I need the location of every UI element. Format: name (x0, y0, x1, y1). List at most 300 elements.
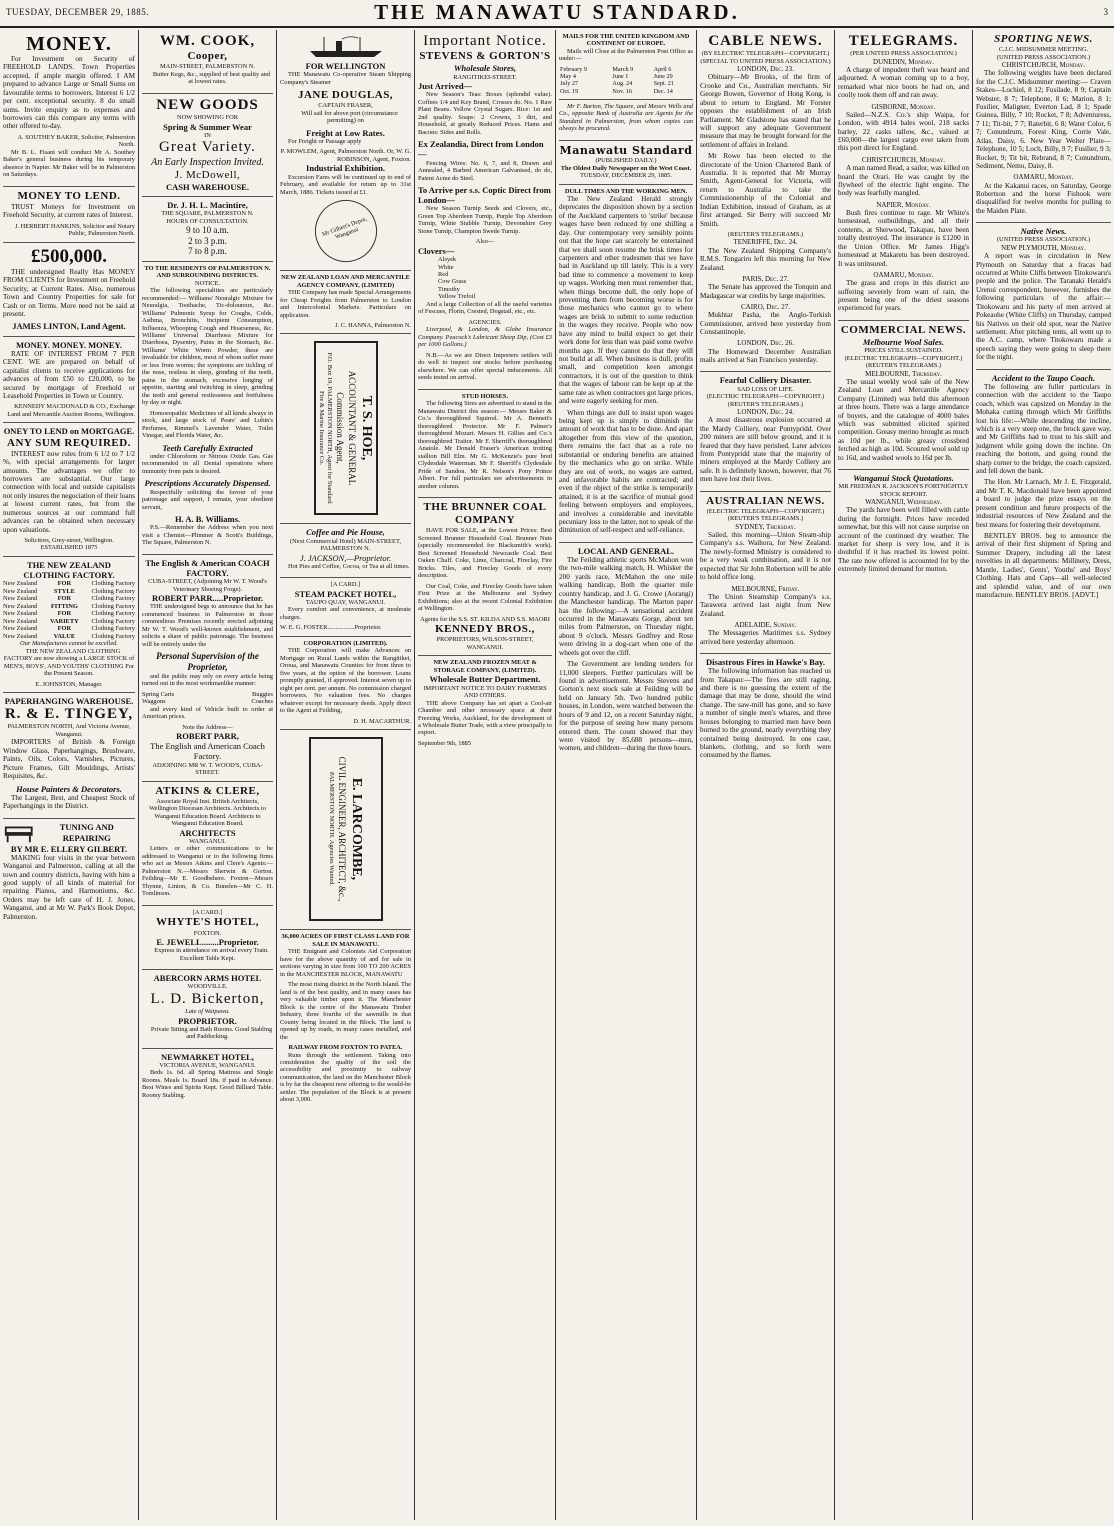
sum-text: INTEREST now rules from 6 1/2 to 7 1/2 %, with special arrangements for larger amounts. The advantages we offer to borrowers are substantial. Our large connection with local and outside capitalists not only insures the negociation of their loans at lowest current rates, but from the numerous sources at our command full advances can be obtained when necessary upon valuations. (3, 449, 135, 534)
hours-item: 9 to 10 a.m. (186, 225, 229, 236)
column-4 (415, 30, 555, 1520)
whyte-location: FOXTON. (193, 929, 222, 937)
larcombe-ad (280, 730, 411, 930)
bickerton-sub: Late of Waipawa. (185, 1008, 230, 1016)
williams-signature: H. A. B. Williams. (174, 514, 241, 525)
issue-date: TUESDAY, DECEMBER 29, 1885. (580, 172, 672, 180)
hoe-name: T. S. HOE, (358, 396, 374, 461)
paper-note: Mr F. Barton, The Square, and Messrs Wells and Co., opposite Bank of Australia are Agents for the Standard in Palmerston, from whom copies can always be procured. (559, 102, 693, 133)
dateline: WANGANUI, Wednesday. (865, 498, 942, 507)
tenerife-text: The New Zealand Shipping Company's R.M.S. Tongariro left this morning for New Zealand. (700, 246, 831, 272)
stud-heading: STUD HORSES. (461, 392, 509, 400)
dateline: GISBORNE, Monday. (871, 102, 936, 111)
freight-heading: Freight at Low Rates. (306, 127, 385, 138)
sport-text: The following weights have been declared for the C.J.C. Midsummer meeting:— Craven Stakes—Lochiel, 8 12; Fusilade, 8 9; Captain Webster, 8 7; Telephone, 8 6; Marion, 8 1; Fusilier, Maligner, Everton Lad, 8 1; Spade Guinea, Billy, 7 10; Rocket, 7 8; Adventuress, 7 11; Tit-bit, 7 7; Raterbit, 6 8; Water Color, 6 7; Conundrum, Forest King, Corrie Vale, Atlas, Daisy, 6. New Year Welter Plate—Telephone, 10 5; Loch, Billy, 9 7; Fusilier, 9 3; Rocket, 9; Tit bit, Rebrand, 8 7; Conundrum, Sediment, Nemo, Daisy, 8. (976, 69, 1111, 170)
hours-item: 7 to 8 p.m. (188, 246, 227, 257)
house-text: The Largest, Best, and Cheapest Stock of Paperhangings in the District. (3, 793, 135, 811)
hoe-card-inner (316, 348, 374, 508)
taupo-text: The following are fuller particulars in connection with the accident to the Taupo coach, which was capsized on Monday in the Mohaka cutting through which Mr Griffiths lost his life:—While descending the incline, which is a very steep one, the brock gave way, and Mr Griffiths had to trust to his skill and judgment while going down the incline. On reaching the bottom, and going round the sharp corner to the bridge, the coach capsized, and fell down the bank. (976, 382, 1111, 476)
coptic-heading: To Arrive per s.s. Coptic Direct from London— (418, 185, 551, 206)
tingey-ad (3, 693, 135, 819)
hours-item: 2 to 3 p.m. (188, 235, 227, 246)
newmarket-location: VICTORIA AVENUE, WANGANUI. (159, 1061, 256, 1069)
ps-text: P.S.—Remember the Address when you next visit a Chemist—Plimmer & Scott's Buildings, The Square, Palmerston N. (142, 524, 273, 547)
acres-text: THE Emigrant and Colonists Aid Corporation have for the above quantity of and for sale in sections varying in size from 100 TO 200 ACRES in the MANCHESTER BLOCK, MANAWATU (280, 948, 411, 978)
railway-heading: RAILWAY FROM FOXTON TO PATEA. (288, 1044, 403, 1052)
list-item: Clothing Factory (91, 587, 135, 595)
table-cell: Aug. 24 (612, 80, 633, 88)
reuters-credit: (REUTER'S TELEGRAMS.) (727, 231, 804, 238)
tuning-row (3, 822, 135, 844)
goods-invite: An Early Inspection Invited. (151, 156, 264, 168)
brunner-text: HAVE FOR SALE, at the Lowest Prices: Best Screened Brunner Household Coal. Brunner Nuts (specially recommended for Blacksmith's work). Best Screened Household Newcastle Coal. Best Oaken Chaff. Coke, Lime, Charcoal, Fireclay, Fire Bricks. Tiles, and Fireclay Goods of every description. (418, 527, 552, 580)
acres-text3: Runs through the settlement. Taking into consideration the quality of the soil the accessibility and proximity to railway communication, the land on the Manchester Block is by far the cheapest now offering to the would-be settler. The population of the Block is at present about 3,000. (280, 1051, 411, 1104)
dateline: SYDNEY, Thursday. (735, 522, 796, 531)
cook-text: Butter Kegs, &c., supplied of best quality and at lowest rates. (152, 70, 271, 86)
native-text: A report was in circulation in New Plymouth on Saturday that a fracas had occurred at White Cliffs between Titokowaru's people and the police. The Taranaki Herald's Urenui correspondent, however, furnishes the following particulars of the affair:—Titokowaru and his party of men arrived at Pokeaohe (White Cliffs) on Thursday, camped his Natives on their old spot, near the Native settlement. After pitching tents, all went up to the A.C. camp, where Titokowaru made a speech saying they were going to sleep there for the night. (976, 252, 1111, 362)
table-cell: Sept. 21 (653, 80, 674, 88)
dull-text2: When things are dull to insist upon wages being kept up is simply to diminish the amount of work that has to be done. And apart altogether from this view of the question, there remains the fact that as a rule no substantial or enduring benefits are attained by the mechanics who go on strike. While they are out of work, no wages are earned, and unfavorable habits are contracted; and even if the object of the strike is temporarily attained, it is at the sacrifice of mutual good feeling between employers and employees, and involves a considerable and inevitable pecuniary loss to the latter, not to speak of the diminution of self-respect and self-reliance. (559, 408, 693, 535)
dateline: NAPIER, Monday. (876, 200, 931, 209)
cook-subheading: Cooper, (187, 50, 228, 63)
gilbert-text: MAKING four visits in the year between Wanganui and Palmerston, calling at all the town and country districts, having with him a good supply of all kinds of material for repairing Pianos, and Harmoniums, &c. Orders may be left care of H. J. Jones, Wanganui, and at Mr W. Park's Book Depot, Palmerston. (3, 853, 135, 921)
clovers-list (418, 256, 552, 301)
loan-signature: J. C. HANNA, Palmerston N. (335, 321, 411, 329)
gilbert-ad (3, 819, 135, 929)
whyte-text: Express in attendance on arrival every Train. Excellent Table Kept. (154, 947, 269, 962)
bickerton-text: Private Sitting and Bath Rooms. Good Stabling and Paddocking. (150, 1025, 273, 1041)
mail-notice (559, 30, 693, 100)
parr-italic: Personal Supervision of the Proprietor, (156, 651, 259, 672)
dateline: LONDON, Dec. 26. (737, 339, 794, 348)
abercorn-heading: ABERCORN ARMS HOTEL (153, 973, 262, 984)
loan-ad (280, 271, 411, 334)
colliery-heading: Fearful Colliery Disaster. (719, 375, 812, 386)
money-text: For Investment on Security of FREEHOLD LANDS. Town Properties accepted, if ample margin offered. I AM prepared to advance Large or Small Sums on favourable terms to borrowers. Interest 6 1/2 per cent. exceptional security. 8 do small sums. Invite enquiry as to expenses and borrowers can this compare any terms with other offered to-day. (3, 55, 135, 131)
fires-heading: Disastrous Fires in Hawke's Bay. (706, 657, 825, 668)
colliery-credit: (ELECTRIC TELEGRAPH—COPYRIGHT.) (REUTER'S TELEGRAMS.) (706, 393, 825, 408)
colliery-text: A most disastrous explosion occurred at the Mardy Colliery, near Pontypridd. Over 200 miners are still below ground, and it is feared that they have perished. Later advices from Pontypridd state that the majority of miners employed at the Mardy Colliery are safe. It is definitely known, however, that 76 men have lost their lives. (700, 416, 831, 484)
parr-items (142, 691, 273, 698)
williams-ad (142, 262, 273, 555)
list-item: Yellow Trefoil (438, 293, 476, 301)
stock-text: The yards have been well filled with cattle during the fortnight. Prices have receded somewhat, but this will not cause surprise on account of the continued dry weather. The market for sheep is very low, and it is doubtful if it has reached its lowest point. The rate now offered is accounted for by the extremely limited demand for mutton. (838, 506, 969, 574)
steamship-engraving-icon (306, 35, 386, 59)
williams-notice: NOTICE. (194, 279, 221, 287)
goods-ad (142, 94, 273, 197)
dateline: OAMARU, Monday. (873, 270, 934, 279)
abercorn-location: WOODVILLE. (187, 983, 228, 991)
presc-text: Respectfully soliciting the favour of your patronage and support, I remain, your obedient servant, (142, 488, 273, 511)
column-2 (139, 30, 276, 1520)
steam-heading: STEAM PACKET HOTEL, (294, 588, 397, 599)
table-cell: March 9 (612, 65, 634, 73)
mail-text: Mails will Close at the Palmerston Post Office as under:— (559, 47, 693, 63)
homeo-text: Homoeopathic Medicines of all kinds always in stock, and large stock of Pears' and Lubin's Perfumes, Rimmel's Lavender Water, Toilet Vinegar, and Florida Water, &c. (142, 409, 273, 440)
dateline: MELBOURNE, Thursday. (865, 369, 942, 378)
jackson-proprietor: J. JACKSON,—Proprietor. (299, 552, 392, 563)
native-heading: Native News. (1020, 226, 1067, 237)
butter-heading: Wholesale Butter Department. (429, 674, 541, 685)
larcombe-title: CIVIL ENGINEER, ARCHITECT, &c., (336, 756, 347, 902)
coach-heading: The English & American COACH FACTORY. (145, 557, 270, 578)
agencies-text: Liverpool, & London, & Globe Insurance Company. Peacock's Lubricant Sheep Dip, (Cost £3 per 1000 Gallons.) (418, 326, 552, 349)
colliery-sub: SAD LOSS OF LIFE. (737, 385, 794, 393)
tingey-heading: R. & E. TINGEY, (4, 706, 134, 723)
whyte-card: [A CARD.] (192, 908, 223, 916)
acres-text2: The most rising district in the North Island. The land is of the best quality, and in many cases has very valuable timber upon it. The Manchester Block is the centre of the Manawatu Timber Industry, three fourths of the sawmills in that County being located in the Block. The land is opened up by roads, in many cases metalled, and the (280, 981, 411, 1041)
parr-signature: ROBERT PARR, (176, 731, 239, 742)
list-item: FOR (57, 580, 72, 588)
larcombe-card-inner (326, 744, 364, 914)
wool-heading: Melbourne Wool Sales. (862, 336, 945, 347)
loan-heading: NEW ZEALAND LOAN AND MERCANTILE AGENCY COMPANY, (LIMITED) (281, 274, 410, 289)
tingey-location: PALMERSTON NORTH, And Victoria Avenue, Wanganui. (7, 723, 131, 738)
telegrams-credit: (PER UNITED PRESS ASSOCIATION.) (850, 50, 957, 58)
larcombe-name: E. LARCOMBE, (348, 778, 364, 881)
coffee-ad (280, 524, 411, 578)
colliery-news (700, 372, 831, 491)
list-item: New Zealand (3, 587, 38, 595)
parr-text2: and the public may rely on every article being turned out in the most workmanlike manner: (142, 672, 273, 688)
atkins-heading: ATKINS & CLERE, (155, 784, 260, 797)
list-item: Spring Carts (142, 690, 175, 698)
dateline: MELBOURNE, Friday. (731, 584, 800, 593)
list-item: Clothing Factory (91, 595, 135, 603)
column-6 (697, 30, 834, 1520)
depot-stamp: Mr Gilbert's Depot, Wanganui (306, 191, 385, 270)
larnach-text: The Hon. Mr Larnach, Mr J. E. Fitzgerald, and Mr T. K. Macdonald have been appointed a board to judge the prize essays on the present condition and future prospects of the industrial resources of New Zealand and the best means for fostering their development. (976, 478, 1111, 529)
paper-heading: PAPERHANGING WAREHOUSE. (4, 696, 134, 707)
fires-text: The following information has reached us from Takapau:—The fires are still raging, and there is no guessing the extent of the damage that may be done, should the wind change. The saw-mill has gone, and so have a number of single men's whares, and three houses belonging to married men have been burned to the ground, nearly everything they contained being destroyed. In one case, blankets, clothing, and so forth were consumed by the flames. (700, 667, 831, 760)
table-row (559, 80, 693, 87)
list-item: Cow Grass (438, 278, 467, 286)
tingey-text: IMPORTERS of British & Foreign Window Glass, Paperhangings, Brushware, Paints, Oils, Colors, Varnishes, Pictures, Picture Frames, Gilt Mouldings, Artists' Requisites, &c. (3, 738, 135, 781)
corporation-ad (280, 637, 411, 730)
list-item: New Zealand (3, 610, 38, 618)
butter-date: September 9th, 1885 (418, 739, 472, 747)
sum-signature: Solicitors, Grey-street, Wellington. ESTABLISHED 1875 (24, 536, 114, 552)
atkins-arch: ARCHITECTS (179, 827, 236, 838)
stevens-ad (418, 30, 552, 390)
stud-ad (418, 390, 552, 498)
presc-heading: Prescriptions Accurately Dispensed. (144, 478, 271, 489)
oldest-line: The Oldest Daily Newspaper on the West Coast. (560, 164, 692, 172)
agents-note (559, 100, 693, 141)
exhibition-text: Excursion Fares will be continued up to end of February, and available for return up to 31st March, 1886. Tickets issued at £1. (280, 173, 411, 196)
coffee-address: (Next Commercial Hotel) MAIN-STREET, PALMERSTON N. (290, 537, 401, 553)
money-heading: MONEY. (26, 33, 112, 55)
clothing-right-list (92, 580, 136, 640)
dateline: PARIS, Dec. 27. (742, 274, 789, 283)
lend-ad (3, 187, 135, 243)
sport-sub: C.J.C. MIDSUMMER MEETING. (998, 46, 1089, 54)
telegrams-heading: TELEGRAMS. (848, 33, 959, 49)
wool-sub: PRICES STILL SUSTAINED. (864, 347, 943, 355)
wellington-ship-ad (280, 30, 411, 271)
oamaru-sport-text: At the Kakanui races, on Saturday, George Robertson and the horse Fishook were disqualified for twelve months for pulling to the Maiden Plate. (976, 181, 1111, 215)
hoe-title: ACCOUNTANT & GENERAL Commission Agent, (334, 371, 357, 486)
sport-credit: (UNITED PRESS ASSOCIATION.) (996, 53, 1091, 61)
hours-heading: HOURS OF CONSULTATION. (166, 217, 249, 225)
cable-text2: Mr Rowe has been elected to the directorate of the Union Chartered Bank of Australia. It is reported that Mr Murray Smith, Agent-General for Victoria, will return to Australia to take the Commissionership of the Colonial and Indian Exhibition, instead of Graham, as at first arranged. Sir Berry will succeed Mr Smith. (700, 152, 831, 228)
list-item: Waggons (142, 698, 166, 706)
masthead-date: TUESDAY, DECEMBER 29, 1885. (6, 7, 150, 17)
taupo-news (976, 370, 1111, 607)
list-item: Clothing Factory (91, 617, 135, 625)
frozen-heading: NEW ZEALAND FROZEN MEAT & STORAGE COMPANY, (LIMITED). (433, 659, 537, 674)
zealandia-text: Fencing Wires: No. 6, 7, and 8, Drawn and Annealed, 4 Barbed American Galvanised, do do, Patent Acme do Steel. (418, 159, 552, 182)
stock-sub: MR FREEMAN R. JACKSON'S FORTNIGHTLY STOCK REPORT. (838, 483, 969, 498)
zealandia-heading: Ex Zealandia, Direct from London— (418, 139, 544, 160)
list-item: STYLE (53, 587, 75, 595)
stevens-heading: STEVENS & GORTON'S (419, 50, 551, 63)
lend-text: TRUST Moneys for Investment on Freehold Security, at current rates of Interest. (3, 202, 135, 220)
column-1 (0, 30, 138, 1520)
acres-heading: 36,000 ACRES OF FIRST CLASS LAND FOR SALE IN MANAWATU. (281, 933, 410, 948)
also-label: Also— (475, 238, 495, 246)
table-cell: Dec. 14 (653, 87, 673, 95)
commercial-news (838, 321, 969, 470)
coptic-text: New Season Turnip Seeds and Clovers, etc., Green Top Aberdeen Turnip, Purple Top Aberdeen Turnip, White Stubble Turnip, Devonshire Grey Stone Turnip, Champion Swede Turnip. (418, 205, 552, 235)
arrived-text: New Season's Teas: Boxes (splendid value). Coffees 1/4 and Key Brand, Crosses do. No. 1 Raw Plant Beans. Yellow Crystal Sugars. Rice: 1st and 2nd quality. Soaps: 2 Crowns, 3 dirt, and Household, at greatly Reduced Prices. Hams and Bacons: Sides and Rolls. (418, 91, 552, 136)
goods-sub: NOW SHOWING FOR (177, 114, 238, 122)
column-7 (835, 30, 972, 1520)
melbourne-text: The Union Steamship Company's s.s. Tarawera arrived last night from New Zealand. (700, 592, 831, 618)
native-news (976, 223, 1111, 369)
christchurch-text: A man named Read, a sailor, was killed on board the Orari. He was caught by the flywheel of the electric light engine. The body was fearfully mangled. (838, 164, 969, 198)
list-item: FOR (57, 595, 72, 603)
williams-text: The following specialities are particularly recommended:— Williams' Neuralgic Mixture for Neuralgia, Toothache, Tic-doloureux, &c. Williams' Pulmonic Syrup for Coughs, Colds, Asthma, Bronchitis, Incipient Consumption, Influenza, Whooping Cough and Hoarseness, &c. Williams' Universal Diarrhoea Mixture for Diarrhoea, Dysentry, Pains in the Stomach, &c. Williams' White Worm Powder, these are invaluable for children, most of whom suffer more or less from worms; the symptoms are tickling of the nose, restless in sleep, grinding of the teeth, pains in the stomach, excessive longing of appetite, starting and twitching in sleep, grinding the teeth and general restlessness and fretfulness by day or night. (142, 287, 273, 407)
money-signature: A. SOUTHEY BAKER, Solicitor, Palmerston North. (17, 133, 135, 149)
goods-season: Spring & Summer Wear (163, 121, 252, 132)
dateline: TENERIFFE, Dec. 24. (733, 238, 798, 247)
hoe-detail: P.O. Box 19, PALMERSTON NORTH, Agent for Standard Fire & Marine Insurance Co. (317, 352, 334, 504)
exhibition-heading: Industrial Exhibition. (306, 163, 385, 174)
parr-adjoining: ADJOINING MR W. T. WOOD'S, CUBA-STREET. (152, 761, 263, 777)
ship-text: THE Manawatu Co-operative Steam Shipping Company's Steamer (280, 71, 411, 86)
column-8 (973, 30, 1114, 1520)
linton-signature: JAMES LINTON, Land Agent. (12, 321, 126, 332)
list-item: Clothing Factory (91, 625, 135, 633)
dateline: OAMARU, Monday. (1013, 173, 1074, 182)
dateline: LONDON, Dec. 24. (737, 408, 794, 417)
doctor-address: THE SQUARE, PALMERSTON N. (161, 210, 254, 218)
table-cell: Nov. 16 (612, 87, 632, 95)
stevens-sub: Wholesale Stores, (453, 63, 517, 74)
table-cell: June 29 (653, 73, 673, 81)
commercial-heading: COMMERCIAL NEWS. (840, 323, 967, 336)
taupo-heading: Accident to the Taupo Coach. (991, 372, 1096, 383)
sydney-text: Sailed, this morning—Union Steam-ship Company's s.s. Waihora, for New Zealand. The newly-formed Ministry is considered to be a very weak combination, and it is not expected that Sir John Robertson will be able to hold office long. (700, 531, 831, 582)
steam-text: Every comfort and convenience, at moderate charges. (280, 606, 411, 621)
list-item: Timothy (438, 285, 460, 293)
list-item: Clothing Factory (91, 610, 135, 618)
dateline: DUNEDIN, Monday. (873, 57, 934, 66)
table-cell: July 27 (560, 80, 579, 88)
list-item: FOR (57, 610, 72, 618)
nb-text: N.B.—As we are Direct Importers settlers will do well to inspect our stocks before purchasing elsewhere. We can offer special inducements. All seeds tested on arrival. (418, 351, 552, 382)
table-row (559, 66, 693, 73)
list-item: Clothing Factory (91, 632, 135, 640)
atkins-location: WANGANUI. (189, 837, 226, 845)
newmarket-ad (142, 1049, 273, 1107)
newmarket-text: Beds 1s. 6d. all Spring Mattress and Single Rooms. Meals 1s. Board 18s. if paid in Advance. Best Wines and Spirits Kept. Good Billiard Table. Roomy Stabling. (142, 1069, 273, 1099)
local-heading: LOCAL AND GENERAL. (577, 545, 675, 556)
list-item: Alsyek (438, 256, 457, 264)
masthead-page-number: 3 (1103, 7, 1108, 17)
list-item: FITTING (50, 602, 78, 610)
stud-text: The following Sires are advertised to stand in the Manawatu District this season:— Messrs Baker & Co.'s thoroughbred Squirrel. Mr A. Bennett's thoroughbred Protector. Mr F. Palmer's thoroughbred Mozart. Messrs H. Gillies and Co.'s thoroughbred Traitor. Mr F. Sherriff's thoroughbred Anatole. Mr Donald Fraser's American trotting stallion Bill Elm. Mr G. McKenzie's pure bred Clydesdale Waterman. Mr F. Sherriff's Clydesdale Pride of Sandon. Mr R. Nelson's Pony Prince Albert. For full particulars see advertisements in another column. (418, 400, 552, 490)
atkins-text: Associate Royal Inst. British Architects, Wellington Diocesan Architects. Architects to Wanganui Education Board. Architects to Wanganui Education Board. (149, 797, 266, 828)
table-cell: June 1 (612, 73, 629, 81)
gisborne-text: Sailed—N.Z.S. Co.'s ship Waipa, for London, with 4914 bales wool, 218 sacks barley, 22 casks tallow, &c., valued at £60,000—the largest cargo ever taken from this port direct for England. (838, 110, 969, 153)
dateline: CAIRO, Dec. 27. (741, 302, 790, 311)
paris-text: The Senate has approved the Tonquin and Madagascar war credits by large majorities. (700, 283, 831, 300)
aus-heading: AUSTRALIAN NEWS. (706, 494, 825, 507)
brunner-text2: Our Coal, Coke, and Fireclay Goods have taken First Prize at the Melbourne and Sydney Exhibitions; also at the recent Colonial Exhibition at Wellington. (418, 582, 552, 613)
larcombe-detail: PALMERSTON NORTH. Agencies Wanted. (327, 772, 335, 887)
sport-heading: SPORTING NEWS. (994, 33, 1093, 45)
coach-address: CUBA-STREET, (Adjoining Mr W. T. Wood's Veterinary Shoeing Forge). (148, 578, 267, 593)
whyte-heading: WHYTE'S HOTEL, (156, 916, 259, 929)
williams-intro: TO THE RESIDENTS OF PALMERSTON N. AND SURROUNDING DISTRICTS. (144, 264, 271, 280)
notice-heading: Important Notice. (423, 33, 547, 49)
napier-text: Bush fires continue to rage. Mr White's homestead, outbuildings, and all their contents, at Sherwood, Takapau, have been totally destroyed. The insurance is £1200 in the Union Office. Mr James Higg's homestead at Makaretu has been destroyed. It was uninsured. (838, 208, 969, 268)
list-item: Red (438, 270, 449, 278)
sum-heading: ANY SUM REQUIRED. (7, 436, 131, 449)
parr-items (142, 698, 273, 705)
clients-text: THE undersigned Really Has MONEY FROM CLIENTS for Investment on Freehold Security, at Current Rates. Also, numerous Town and Country Properties for sale for Cash or on Terms. More need not be said at present. (3, 267, 135, 319)
dunedin-text: A charge of impudent theft was heard and adjourned. A woman coming up to a boy, remarked what nice boots he had on, and coolly took them off and ran away. (838, 65, 969, 100)
dull-heading: DULL TIMES AND THE WORKING MEN. (564, 187, 688, 195)
mcdowell-name: J. McDowell, (174, 168, 241, 181)
teeth-heading: Teeth Carefully Extracted (162, 442, 253, 453)
arrived-heading: Just Arrived— (418, 81, 473, 92)
butter-sub: IMPORTANT NOTICE TO DAIRY FARMERS AND OTHERS. (423, 684, 547, 700)
cable-credit: (BY ELECTRIC TELEGRAPH—COPYRIGHT.) (SPECIAL TO UNITED PRESS ASSOCIATION.) (700, 50, 831, 65)
agencies-heading: AGENCIES. (468, 318, 502, 326)
dateline: CHRISTCHURCH, Monday. (861, 155, 946, 164)
brunner-ad (418, 498, 552, 656)
stock-news (838, 470, 969, 581)
piano-engraving-icon (3, 822, 34, 844)
column-3 (277, 30, 414, 1520)
clothing-ad (3, 557, 135, 693)
house-heading: House Painters & Decorators. (16, 783, 122, 794)
steam-location: TAUPO QUAY, WANGANUI. (305, 598, 386, 606)
london2-text: The Homeward December Australian mails arrived at San Francisco yesterday. (700, 347, 831, 365)
table-cell: April 6 (653, 65, 672, 73)
australian-news (700, 492, 831, 654)
list-item: VALUE (53, 632, 76, 640)
list-item: Buggies (252, 690, 273, 698)
coffee-text: Hot Pies and Coffee, Cocoa, or Tea at all times. (288, 562, 410, 570)
cable-text1: Obituary—Mr Brooks, of the firm of Crooke and Co., Australian merchants. Sir George Bowen, Governor of Hong Kong, is about to return to England. Mr Forster opposes the establishment of an Irish Parliament. Mr Gladstone has stated that he will support any adequate Government measure that may be brought forward for the settlement of affairs in Ireland. (700, 73, 831, 149)
ship-name: JANE DOUGLAS, (297, 89, 394, 102)
kennedy-heading: KENNEDY BROS., (435, 623, 535, 636)
corp-signature: D. H. MACARTHUR. (353, 717, 411, 725)
goods-heading: NEW GOODS (156, 96, 259, 113)
corp-text: THE Corporation will make Advances on Mortgage on Rural Lands within the Rangitikei, Oroua, and Manawatu Counties for from three to five years, at the option of the borrower. Loans promptly granted, if approved. Interest seven up to eight per cent. per annum. No commission charged borrowers. No valuation fees. No charges whatever except for necessary deeds. Apply direct to the Agent at Feilding, (280, 647, 411, 715)
aus-credit: (ELECTRIC TELEGRAPH—COPYRIGHT.) (REUTER'S TELEGRAMS.) (706, 507, 825, 523)
tuning-heading: TUNING AND REPAIRING (59, 822, 114, 843)
goods-variety: Great Variety. (159, 139, 256, 156)
coffee-heading: Coffee and Pie House, (306, 527, 385, 538)
adelaide-text: The Messageries Maritimes s.s. Sydney arrived here yesterday afternoon. (700, 629, 831, 646)
list-item: New Zealand (3, 632, 38, 640)
ship-text2: Will sail for above port (circumstance permitting) on (301, 109, 398, 125)
goods-in: IN (204, 131, 211, 139)
money3-heading: MONEY. MONEY. MONEY. (15, 339, 123, 350)
brunner-agent: Agents for the S.S. ST. KILDA AND S.S. MAORI (420, 615, 550, 623)
acres-ad (280, 930, 411, 1111)
butter-text: THE above Company has set apart a Cool-air Chamber and other necessary space at their Freezing Works, Auckland, for the development of a Wholesale Butter Trade, with a view principally to export. (418, 699, 552, 737)
list-item: New Zealand (3, 580, 38, 588)
big-sum: £500,000. (31, 245, 107, 267)
parr-text: THE undersigned begs to announce that he has commenced business in Palmerston in those commodious Premises recently erected adjoining Mr W. T. Wood's well-known establishment, and solicits a share of public patronage. The business will be entirely under the (142, 603, 273, 648)
mail-heading: MAILS FOR THE UNITED KINGDOM AND CONTINENT OF EUROPE. (562, 33, 690, 48)
abercorn-ad (142, 970, 273, 1049)
atkins-ad (142, 782, 273, 906)
dateline: ADELAIDE, Sunday. (734, 620, 797, 629)
lend-signature: J. HERBERT HANKINS, Solicitor and Notary Public, Palmerston North. (14, 222, 135, 238)
local-text: The Feilding athletic sports McMahon won the two-mile walking match, H. Whisker the 200 yards race, McMahon the one mile walking handicap, Both the quarter mile country handicap, and J. G. Crowe (Aorangi) the Manchester handicap. The Marton paper has the following:—A sensational accident occurred in the Manawatu Gorge, about ten miles from Palmerston, on Thursday night, about 9 o'clock. Messrs Godfrey and Rose were driving in a dog-cart when one of the wheels got over the cliff. (559, 556, 693, 657)
list-item: FOR (57, 625, 72, 633)
corp-heading: CORPORATION (LIMITED). (303, 639, 388, 647)
cable-news (700, 30, 831, 372)
list-item: Coaches (251, 698, 273, 706)
clothing-heading: THE NEW ZEALAND CLOTHING FACTORY. (23, 559, 115, 581)
freight-text: For Freight or Passage apply (288, 137, 362, 145)
doctor-ad (142, 197, 273, 262)
mortgage-heading: ONEY TO LEND on MORTGAGE. (3, 426, 135, 437)
masthead (0, 0, 1114, 28)
coach-ad (142, 555, 273, 782)
dateline: NEW PLYMOUTH, Monday. (1001, 243, 1086, 252)
doctor-name: Dr. J. H. L. Macintire, (167, 199, 248, 210)
dateline: CHRISTCHURCH, Monday. (1001, 61, 1086, 70)
list-item: New Zealand (3, 617, 38, 625)
ship-heading: FOR WELLINGTON (305, 61, 386, 71)
table-row (559, 73, 693, 80)
list-item: New Zealand (3, 595, 38, 603)
sum-ad (3, 423, 135, 557)
bentley-text: BENTLEY BROS. beg to announce the arrival of their first shipment of Spring and Summer Drapery, including all the latest novelties in all departments: Millinery, Dress, Mantle, Ladies', Gents', Youths' and Boys' Clothing. Hats and Caps—all well-selected and splendid value, and of our own manufacture. BENTLEY BROS. [ADVT.] (976, 531, 1111, 599)
clothing-grid (3, 580, 135, 640)
clothing2-manager: E. JOHNSTON, Manager. (35, 680, 103, 688)
editorial-header (559, 141, 693, 185)
cash-warehouse: CASH WAREHOUSE. (166, 181, 249, 192)
clovers-text: And a large Collection of all the useful varieties of Fescues, Florin, Crested, Dogstail, etc., etc. (418, 300, 552, 316)
parr-text3: and every kind of Vehicle built to order at American prices. (142, 705, 273, 721)
table-cell: February 9 (560, 65, 587, 73)
teeth-text: under Chloroform or Nitrous Oxide Gas. Gas recommended in all Dental operations where immunity from pain is desired. (142, 452, 273, 475)
hoe-card (314, 341, 378, 515)
kennedy-sub: PROPRIETORS, WILSON-STREET, WANGANUI. (436, 636, 534, 651)
native-credit: (UNITED PRESS ASSOCIATION.) (996, 236, 1091, 244)
frozen-ad (418, 656, 552, 751)
standard-sub: (PUBLISHED DAILY.) (595, 157, 657, 165)
column-5 (556, 30, 696, 1520)
ship-captain: CAPTAIN FRASER, (318, 102, 373, 110)
whyte-ad (142, 906, 273, 970)
clothing2-text: THE NEW ZEALAND CLOTHING FACTORY are now showing a LARGE STOCK of MEN'S, BOYS', AND YOUTHS' CLOTHING For the Present Season. (3, 647, 135, 678)
standard-title: Manawatu Standard (559, 143, 693, 157)
brunner-heading: THE BRUNNER COAL COMPANY (423, 501, 547, 527)
loan-text: THE Company has made Special Arrangements for Cheap Freights from Palmerston to London and Intercolonial Markets. Particulars on application. (280, 289, 411, 319)
oamaru-text: The grass and crops in this district are suffering severely from want of rain, the present being one of the driest seasons experienced for years. (838, 279, 969, 313)
